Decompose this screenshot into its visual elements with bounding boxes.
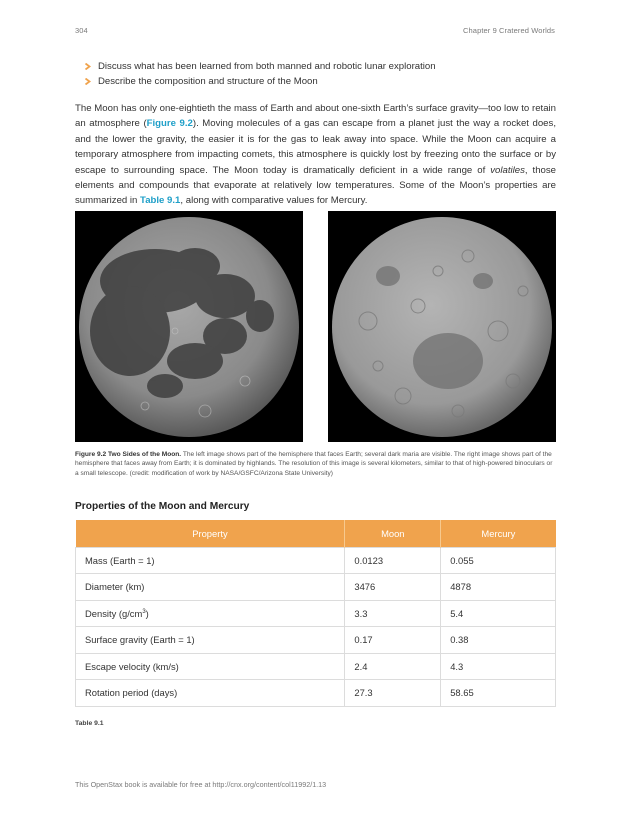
moon-near-side-illustration [75,211,303,442]
density-exponent: 3 [142,608,146,615]
figure-caption [75,450,556,478]
objective-text: Describe the composition and structure of the Moon [98,76,318,87]
body-text: ). Moving molecules of a gas can escape from a planet just the way a rocket does, and the lower the gravity, the easier it is for the gas to leak away into space. While the Moon can acquire a temporary atmosphere from impacting comets, this atmosphere is quickly lost by freezing onto the surface or by escape to surrounding space. The Moon today is dramatically deficient in a wide range of [75,118,556,176]
objective-item [84,59,564,74]
body-paragraph [75,101,556,209]
moon-value-cell: 2.4 [345,653,441,680]
property-cell: Mass (Earth = 1) [76,547,345,574]
table-row [76,653,556,680]
moon-value-cell: 0.17 [345,627,441,654]
moon-far-side-illustration [328,211,556,442]
volatiles-term: volatiles [490,164,525,176]
density-close: ) [145,607,149,619]
mercury-value-cell: 0.055 [441,547,556,574]
moon-far-side-image [328,211,556,442]
chapter-title: Chapter 9 Cratered Worlds [463,26,555,35]
caption-text: The left image shows part of the hemisphere that faces Earth; several dark maria are visible. The right image shows part of the hemisphere that faces away from Earth; it is dominated by highlands. The resolution of this image is several kilometers, similar to that of high-powered binoculars or a small telescope. (credit: modification of work by NASA/GSFC/Arizona State University) [75,451,553,477]
property-cell: Rotation period (days) [76,680,345,707]
mercury-value-cell: 4.3 [441,653,556,680]
table-row [76,600,556,627]
column-header-moon: Moon [345,520,441,547]
properties-table [75,520,556,707]
objective-item [84,74,564,89]
page-number: 304 [75,26,88,35]
mercury-value-cell: 5.4 [441,600,556,627]
moon-value-cell: 3476 [345,574,441,601]
moon-near-side-image [75,211,303,442]
figure-link[interactable]: Figure 9.2 [146,118,193,130]
page-footer: This OpenStax book is available for free at http://cnx.org/content/col11992/1.13 [75,780,327,789]
body-text: , along with comparative values for Mercury. [180,195,368,207]
figure-label: Figure 9.2 Two Sides of the Moon. [75,451,182,458]
moon-value-cell: 3.3 [345,600,441,627]
property-cell: Surface gravity (Earth = 1) [76,627,345,654]
property-cell: Diameter (km) [76,574,345,601]
table-title: Properties of the Moon and Mercury [75,501,250,512]
chevron-right-icon [84,63,91,70]
mercury-value-cell: 58.65 [441,680,556,707]
moon-value-cell: 0.0123 [345,547,441,574]
table-link[interactable]: Table 9.1 [140,195,181,207]
property-cell [76,600,345,627]
moon-value-cell: 27.3 [345,680,441,707]
mercury-value-cell: 4878 [441,574,556,601]
table-row [76,627,556,654]
body-text: , those elements and compounds that evaporate at relatively low temperatures. Some of the Moon’s properties are summarized in [75,164,556,207]
column-header-mercury: Mercury [441,520,556,547]
body-text: The Moon has only one-eightieth the mass of Earth and about one-sixth Earth’s surface gravity—too low to retain an atmosphere ( [75,103,556,130]
objective-text: Discuss what has been learned from both manned and robotic lunar exploration [98,61,436,72]
learning-objectives [84,59,564,89]
chevron-right-icon [84,78,91,85]
running-header [75,26,555,36]
mercury-value-cell: 0.38 [441,627,556,654]
table-row [76,574,556,601]
table-row [76,547,556,574]
table-label: Table 9.1 [75,720,104,727]
column-header-property: Property [76,520,345,547]
table-header-row [76,520,556,547]
table-row [76,680,556,707]
property-cell: Escape velocity (km/s) [76,653,345,680]
density-label: Density (g/cm [85,607,143,619]
